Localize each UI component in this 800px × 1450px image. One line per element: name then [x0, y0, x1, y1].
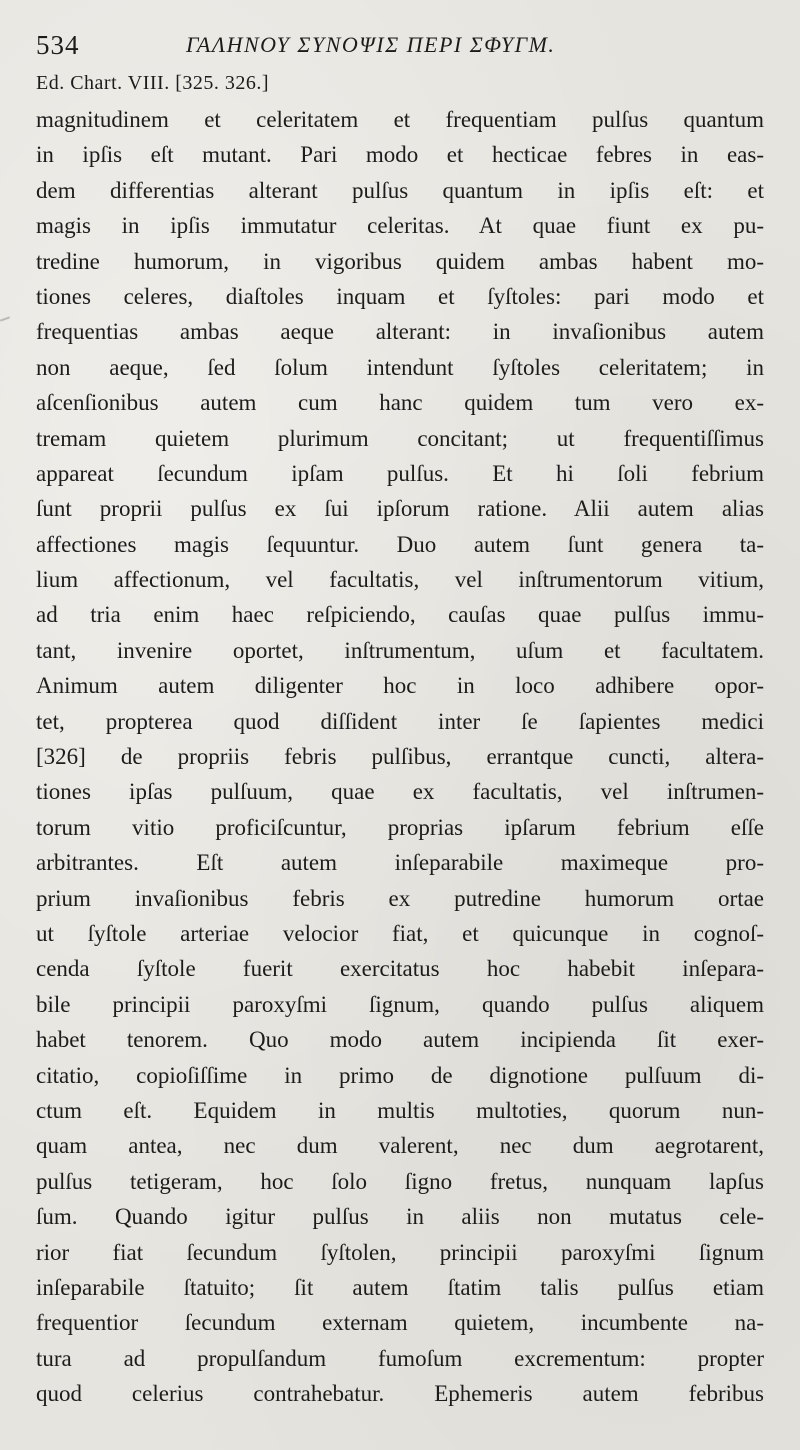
text-line: tiones celeres, diaſtoles inquam et ſyſtoles: pari modo et: [36, 283, 764, 309]
text-line: magis in ipſis immutatur celeritas. At quae fiunt ex pu-: [36, 213, 764, 239]
text-line: tiones ipſas pulſuum, quae ex facultatis, vel inſtrumen-: [36, 779, 764, 805]
text-line: Animum autem diligenter hoc in loco adhibere opor-: [36, 673, 764, 699]
text-line: inſeparabile ſtatuito; ſit autem ſtatim talis pulſus etiam: [36, 1274, 764, 1300]
edition-reference: Ed. Chart. VIII. [325. 326.]: [36, 72, 270, 94]
text-line: appareat ſecundum ipſam pulſus. Et hi ſoli febrium: [36, 460, 764, 486]
text-line: tet, propterea quod diſſident inter ſe ſapientes medici: [36, 708, 764, 734]
text-line: tremam quietem plurimum concitant; ut frequentiſſimus: [36, 425, 764, 451]
running-head: [36, 30, 764, 62]
text-line: tredine humorum, in vigoribus quidem ambas habent mo-: [36, 248, 764, 274]
text-line: [326] de propriis febris pulſibus, errantque cuncti, altera-: [36, 744, 764, 770]
text-line: ſunt proprii pulſus ex ſui ipſorum ratione. Alii autem alias: [36, 496, 764, 522]
text-line: tura ad propulſandum fumoſum excrementum: propter: [36, 1345, 764, 1371]
text-line: ad tria enim haec reſpiciendo, cauſas quae pulſus immu-: [36, 602, 764, 628]
text-line: dem differentias alterant pulſus quantum in ipſis eſt: et: [36, 177, 764, 203]
text-line: ctum eſt. Equidem in multis multoties, quorum nun-: [36, 1097, 764, 1123]
text-line: habet tenorem. Quo modo autem incipienda ſit exer-: [36, 1027, 764, 1053]
text-line: non aeque, ſed ſolum intendunt ſyſtoles celeritatem; in: [36, 354, 764, 380]
text-line: cenda ſyſtole fuerit exercitatus hoc habebit inſepara-: [36, 956, 764, 982]
text-line: quod celerius contrahebatur. Ephemeris autem febribus: [36, 1381, 764, 1407]
text-line: pulſus tetigeram, hoc ſolo ſigno fretus, nunquam lapſus: [36, 1168, 764, 1194]
text-line: citatio, copioſiſſime in primo de dignotione pulſuum di-: [36, 1062, 764, 1088]
running-title: ΓΑΛΗΝΟΥ ΣΥΝΟΨΙΣ ΠΕΡΙ ΣΦΥΓΜ.: [186, 32, 556, 57]
text-line: rior fiat ſecundum ſyſtolen, principii paroxyſmi ſignum: [36, 1239, 764, 1265]
text-line: ut ſyſtole arteriae velocior fiat, et quicunque in cognoſ-: [36, 920, 764, 946]
margin-mark: [0, 316, 10, 321]
text-line: lium affectionum, vel facultatis, vel inſtrumentorum vitium,: [36, 567, 764, 593]
text-line: frequentior ſecundum externam quietem, incumbente na-: [36, 1310, 764, 1336]
text-line: in ipſis eſt mutant. Pari modo et hecticae febres in eas-: [36, 142, 764, 168]
text-line: frequentias ambas aeque alterant: in invaſionibus autem: [36, 319, 764, 345]
text-line: torum vitio proficiſcuntur, proprias ipſarum febrium eſſe: [36, 814, 764, 840]
text-line: arbitrantes. Eſt autem inſeparabile maximeque pro-: [36, 850, 764, 876]
text-line: affectiones magis ſequuntur. Duo autem ſunt genera ta-: [36, 531, 764, 557]
text-line: aſcenſionibus autem cum hanc quidem tum vero ex-: [36, 390, 764, 416]
text-line: magnitudinem et celeritatem et frequentiam pulſus quantum: [36, 107, 764, 132]
text-line: bile principii paroxyſmi ſignum, quando pulſus aliquem: [36, 991, 764, 1017]
text-line: quam antea, nec dum valerent, nec dum aegrotarent,: [36, 1133, 764, 1159]
text-line: tant, invenire oportet, inſtrumentum, uſum et facultatem.: [36, 637, 764, 663]
text-body: [36, 102, 764, 1411]
text-line: ſum. Quando igitur pulſus in aliis non mutatus cele-: [36, 1204, 764, 1230]
page-number: 534: [36, 30, 80, 60]
text-line: prium invaſionibus febris ex putredine humorum ortae: [36, 885, 764, 911]
